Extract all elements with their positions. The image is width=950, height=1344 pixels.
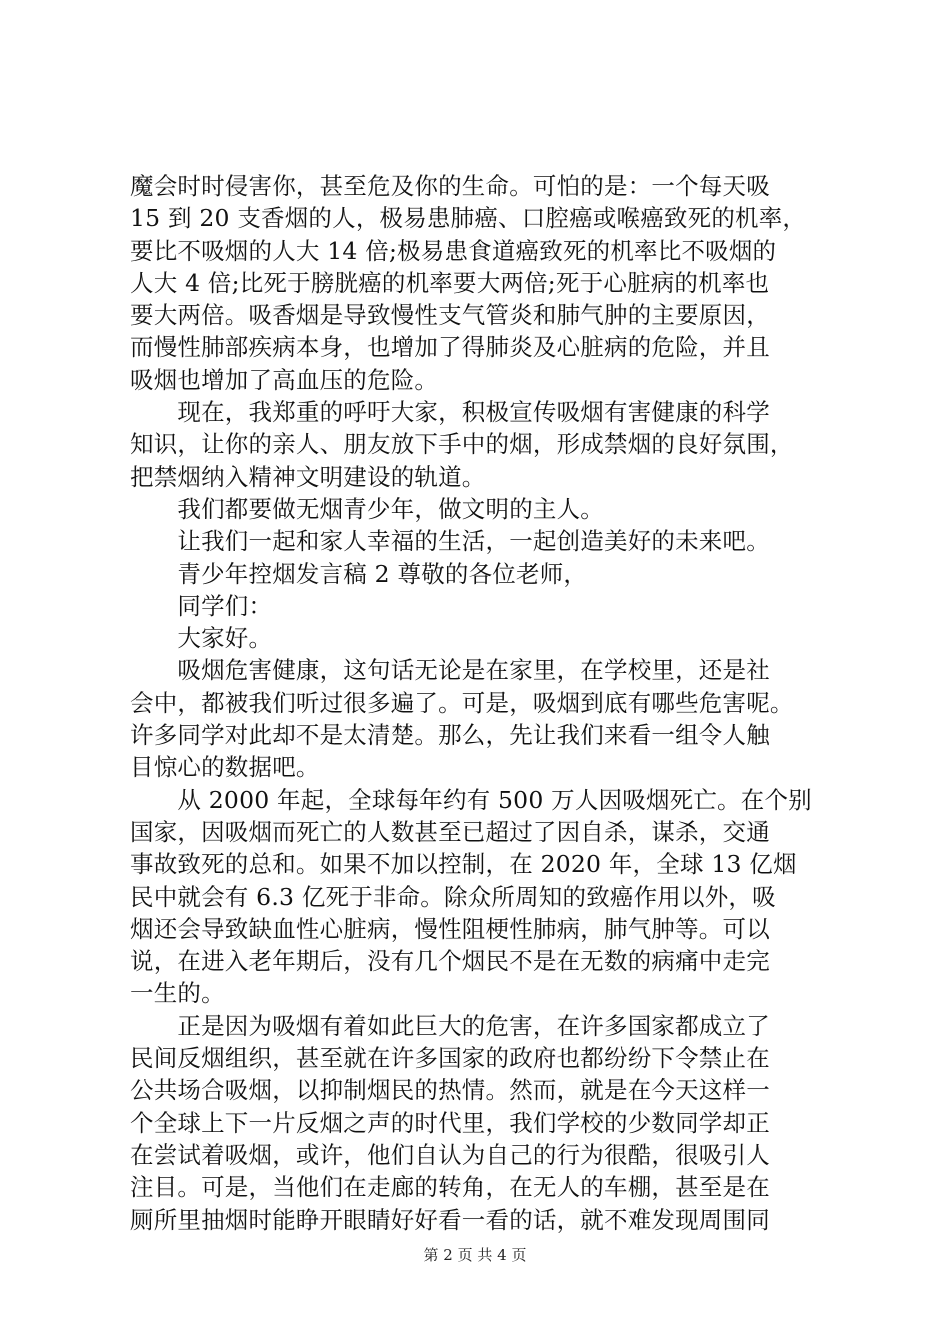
text-line: 事故致死的总和。如果不加以控制，在 2020 年，全球 13 亿烟 <box>130 850 797 879</box>
text-line: 同学们： <box>130 591 273 620</box>
page-number-label: 第 2 页 共 4 页 <box>423 1246 527 1264</box>
text-line: 知识，让你的亲人、朋友放下手中的烟，形成禁烟的良好氛围， <box>130 430 794 459</box>
text-line: 厕所里抽烟时能睁开眼睛好好看一看的话，就不难发现周围同 <box>130 1205 770 1234</box>
text-line: 把禁烟纳入精神文明建设的轨道。 <box>130 462 486 491</box>
text-line: 让我们一起和家人幸福的生活，一起创造美好的未来吧。 <box>130 527 770 556</box>
text-line: 而慢性肺部疾病本身，也增加了得肺炎及心脏病的危险，并且 <box>130 333 770 362</box>
text-line: 目惊心的数据吧。 <box>130 753 320 782</box>
text-line: 正是因为吸烟有着如此巨大的危害，在许多国家都成立了 <box>130 1011 770 1040</box>
page-footer <box>0 1245 950 1265</box>
text-line: 国家，因吸烟而死亡的人数甚至已超过了因自杀，谋杀，交通 <box>130 817 770 846</box>
text-line: 一生的。 <box>130 979 225 1008</box>
text-line: 会中，都被我们听过很多遍了。可是，吸烟到底有哪些危害呢。 <box>130 688 794 717</box>
text-line: 大家好。 <box>130 624 273 653</box>
text-line: 青少年控烟发言稿 2 尊敬的各位老师， <box>130 559 588 588</box>
text-line: 说，在进入老年期后，没有几个烟民不是在无数的病痛中走完 <box>130 947 770 976</box>
text-line: 个全球上下一片反烟之声的时代里，我们学校的少数同学却正 <box>130 1108 770 1137</box>
text-line: 烟还会导致缺血性心脏病，慢性阻梗性肺病，肺气肿等。可以 <box>130 914 770 943</box>
text-line: 现在，我郑重的呼吁大家，积极宣传吸烟有害健康的科学 <box>130 398 770 427</box>
text-line: 要比不吸烟的人大 14 倍;极易患食道癌致死的机率比不吸烟的 <box>130 236 777 265</box>
text-line: 公共场合吸烟，以抑制烟民的热情。然而，就是在今天这样一 <box>130 1076 770 1105</box>
text-line: 许多同学对此却不是太清楚。那么，先让我们来看一组令人触 <box>130 721 770 750</box>
text-line: 吸烟也增加了高血压的危险。 <box>130 365 439 394</box>
text-line: 民中就会有 6.3 亿死于非命。除众所周知的致癌作用以外，吸 <box>130 882 776 911</box>
text-line: 魔会时时侵害你，甚至危及你的生命。可怕的是：一个每天吸 <box>130 172 770 200</box>
text-line: 要大两倍。吸香烟是导致慢性支气管炎和肺气肿的主要原因， <box>130 301 770 330</box>
text-line: 吸烟危害健康，这句话无论是在家里，在学校里，还是社 <box>130 656 770 685</box>
document-body <box>130 170 830 1236</box>
text-line: 我们都要做无烟青少年，做文明的主人。 <box>130 494 604 523</box>
text-line: 民间反烟组织，甚至就在许多国家的政府也都纷纷下令禁止在 <box>130 1044 770 1073</box>
text-line: 从 2000 年起，全球每年约有 500 万人因吸烟死亡。在个别 <box>130 785 812 814</box>
text-line: 15 到 20 支香烟的人，极易患肺癌、口腔癌或喉癌致死的机率， <box>130 204 807 233</box>
text-line: 人大 4 倍;比死于膀胱癌的机率要大两倍;死于心脏病的机率也 <box>130 268 770 297</box>
text-line: 注目。可是，当他们在走廊的转角，在无人的车棚，甚至是在 <box>130 1173 770 1202</box>
text-line: 在尝试着吸烟，或许，他们自认为自己的行为很酷，很吸引人 <box>130 1140 770 1169</box>
